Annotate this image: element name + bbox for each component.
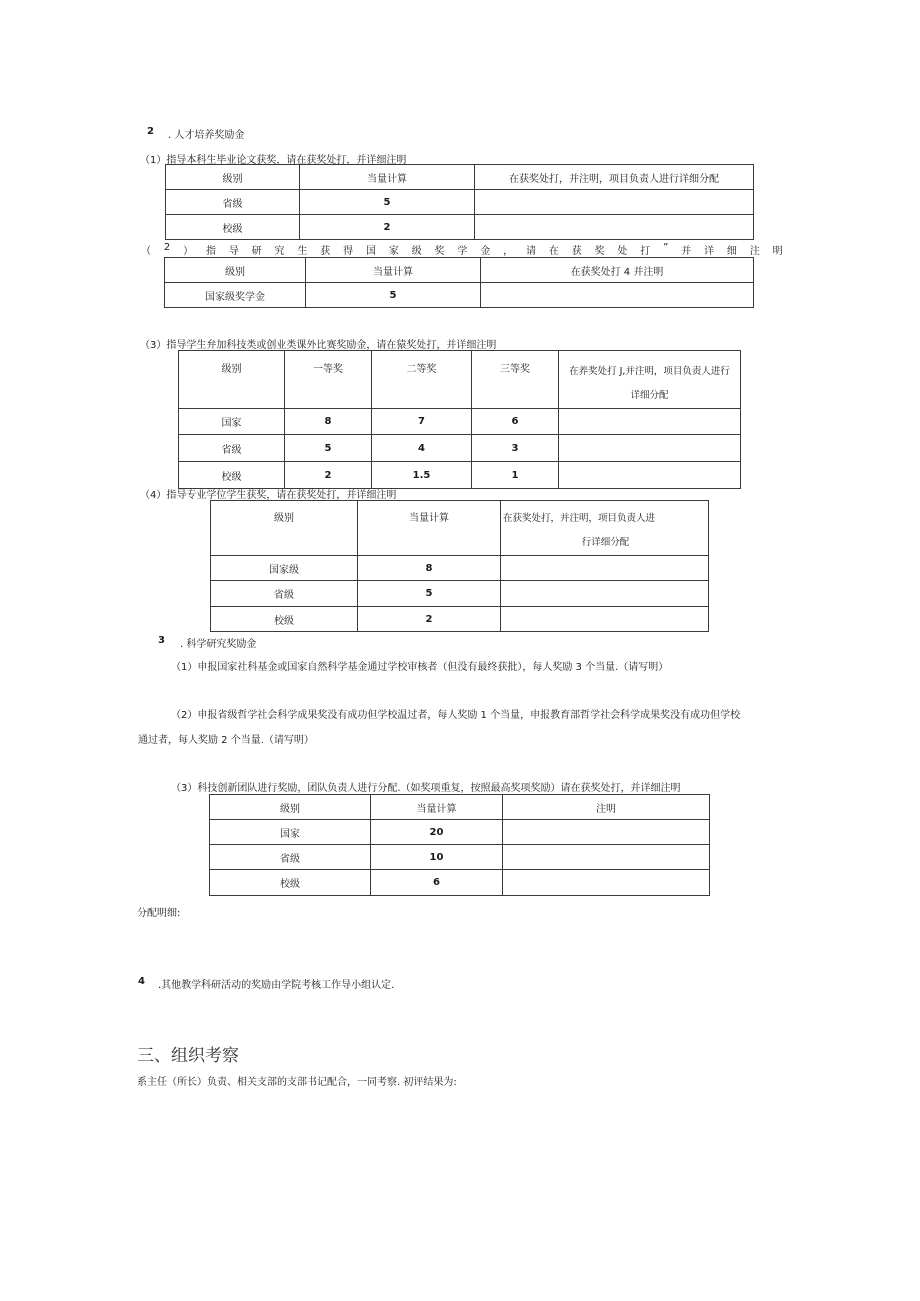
table-cell: 国家 (210, 820, 371, 845)
heading-char: 明 (772, 246, 783, 257)
heading-char: 在 (548, 246, 559, 257)
table-cell: 7 (372, 409, 472, 435)
table-row (211, 556, 709, 581)
section-2-title: . 人才培养奖励金 (168, 130, 245, 141)
table-header-cell: 级别 (166, 165, 300, 190)
table-row (210, 845, 710, 870)
table-cell: 8 (285, 409, 372, 435)
table-header-cell: 当量计算 (371, 795, 503, 820)
heading-char: 级 (411, 246, 422, 257)
sub4-heading: （4）指导专业学位学生获奖，请在获奖处打，并详细注明 (140, 490, 397, 501)
table-cell: 2 (300, 215, 475, 240)
sub2-heading (141, 242, 783, 257)
table-row (179, 462, 741, 489)
table-cell: 6 (371, 870, 503, 896)
table-header-cell: 三等奖 (472, 351, 559, 409)
heading-char: 奖 (434, 246, 445, 257)
table-header-cell (501, 501, 709, 556)
table-cell: 5 (358, 581, 501, 607)
table-header-cell: 当量计算 (306, 258, 481, 283)
section-4-text: .其他教学科研活动的奖励由学院考核工作导小组认定. (158, 980, 395, 991)
heading-char: 处 (617, 246, 628, 257)
table-cell: 2 (285, 462, 372, 489)
table-cell (475, 215, 754, 240)
heading-char: 请 (525, 246, 536, 257)
header-note-line: 行详细分配 (581, 537, 630, 548)
table-header-cell: 级别 (179, 351, 285, 409)
table-cell: 6 (472, 409, 559, 435)
table-row (210, 820, 710, 845)
section-3-title: . 科学研究奖励金 (180, 639, 257, 650)
heading-char: ” (663, 242, 669, 253)
table-cell: 校级 (211, 607, 358, 632)
heading-char: 获 (320, 246, 331, 257)
heading-char: ， (503, 246, 514, 257)
table-cell: 省级 (179, 435, 285, 462)
table-row (179, 435, 741, 462)
table-header-cell: 一等奖 (285, 351, 372, 409)
table-header-cell: 级别 (211, 501, 358, 556)
table-cell (501, 556, 709, 581)
table-row (166, 190, 754, 215)
table-row (165, 283, 754, 308)
table-cell (481, 283, 754, 308)
table-cell: 校级 (179, 462, 285, 489)
s3-table (209, 794, 710, 896)
section-heading-organization: 三、组织考察 (137, 1046, 239, 1066)
table-cell: 1 (472, 462, 559, 489)
section-3-number: 3 (158, 635, 165, 646)
section-2-number: 2 (147, 126, 154, 137)
table-cell: 校级 (166, 215, 300, 240)
s3-paragraph-2-line-2: 通过者，每人奖励 2 个当量.（请写明） (138, 735, 314, 746)
heading-char: 奖 (594, 246, 605, 257)
heading-char: 学 (457, 246, 468, 257)
heading-char: 家 (388, 246, 399, 257)
heading-char: 并 (681, 246, 692, 257)
allocation-label: 分配明细: (137, 908, 181, 919)
table-cell (503, 820, 710, 845)
heading-char: 究 (274, 246, 285, 257)
table-header-cell: 级别 (165, 258, 306, 283)
heading-char: 打 (640, 246, 651, 257)
heading-char: 2 (163, 242, 171, 253)
heading-char: （ (141, 246, 151, 257)
table-row (211, 607, 709, 632)
table-header-cell (559, 351, 741, 409)
table-cell (503, 845, 710, 870)
table-cell: 省级 (211, 581, 358, 607)
s3-paragraph-1: （1）申报国家社科基金或国家自然科学基金通过学校审核者（但没有最终获批），每人奖励 3 个当量.（请写明） (171, 662, 669, 673)
sub4-table (210, 500, 709, 632)
heading-char: 金 (480, 246, 491, 257)
table-row (179, 409, 741, 435)
table-cell: 国家级奖学金 (165, 283, 306, 308)
heading-char: 得 (343, 246, 354, 257)
header-note-line: 详细分配 (630, 390, 669, 401)
table-header-cell: 注明 (503, 795, 710, 820)
s3-paragraph-2-line-1: （2）申报省级哲学社会科学成果奖没有成功但学校温过者，每人奖励 1 个当量，申报教育部哲学社会科学成果奖没有成功但学校 (171, 710, 741, 721)
table-cell: 5 (285, 435, 372, 462)
table-cell (501, 581, 709, 607)
heading-char: ） (183, 246, 194, 257)
table-cell: 省级 (166, 190, 300, 215)
table-cell: 2 (358, 607, 501, 632)
heading-char: 指 (205, 246, 216, 257)
table-cell: 3 (472, 435, 559, 462)
header-note-line: 在获奖处打，并注明，项目负责人进 (503, 513, 656, 524)
sub1-table (165, 164, 754, 240)
table-cell (503, 870, 710, 896)
heading-char: 注 (749, 246, 760, 257)
heading-char: 生 (297, 246, 308, 257)
sub3-table (178, 350, 741, 489)
table-cell (475, 190, 754, 215)
s3-paragraph-3: （3）科技创新团队进行奖励，团队负责人进行分配.（如奖项重复，按照最高奖项奖励）请在获奖处打，并详细注明 (171, 783, 681, 794)
table-cell (559, 409, 741, 435)
heading-char: 获 (571, 246, 582, 257)
table-cell: 省级 (210, 845, 371, 870)
table-row (166, 215, 754, 240)
sub1-heading: （1）指导本科生毕业论文获奖，请在获奖处打，并详细注明 (140, 155, 407, 166)
table-cell: 5 (300, 190, 475, 215)
table-cell: 国家级 (211, 556, 358, 581)
table-cell: 8 (358, 556, 501, 581)
section-organization-text: 系主任（所长）负责、相关支部的支部书记配合，一同考察. 初评结果为: (137, 1077, 457, 1088)
heading-char: 国 (365, 246, 376, 257)
table-row (211, 581, 709, 607)
table-cell (559, 435, 741, 462)
table-row (210, 870, 710, 896)
heading-char: 研 (251, 246, 262, 257)
table-cell: 1.5 (372, 462, 472, 489)
heading-char: 细 (726, 246, 737, 257)
heading-char: 导 (228, 246, 239, 257)
table-cell (501, 607, 709, 632)
section-4-number: 4 (138, 976, 145, 987)
table-header-cell: 当量计算 (358, 501, 501, 556)
table-cell: 5 (306, 283, 481, 308)
table-cell (559, 462, 741, 489)
table-header-cell: 二等奖 (372, 351, 472, 409)
table-cell: 4 (372, 435, 472, 462)
table-cell: 20 (371, 820, 503, 845)
sub3-heading: （3）指导学生弁加科技类或创业类课外比赛奖励金，请在猿奖处打，并详细注明 (140, 340, 497, 351)
table-header-cell: 在获奖处打 4 并注明 (481, 258, 754, 283)
table-cell: 校级 (210, 870, 371, 896)
header-note-line: 在养奖处打 J,并注明，项目负责人进行 (569, 366, 730, 377)
table-header-cell: 级别 (210, 795, 371, 820)
table-cell: 10 (371, 845, 503, 870)
sub2-table (164, 257, 754, 308)
table-cell: 国家 (179, 409, 285, 435)
heading-char: 详 (704, 246, 715, 257)
table-header-cell: 当量计算 (300, 165, 475, 190)
table-header-cell: 在获奖处打，并注明，项目负责人进行详细分配 (475, 165, 754, 190)
